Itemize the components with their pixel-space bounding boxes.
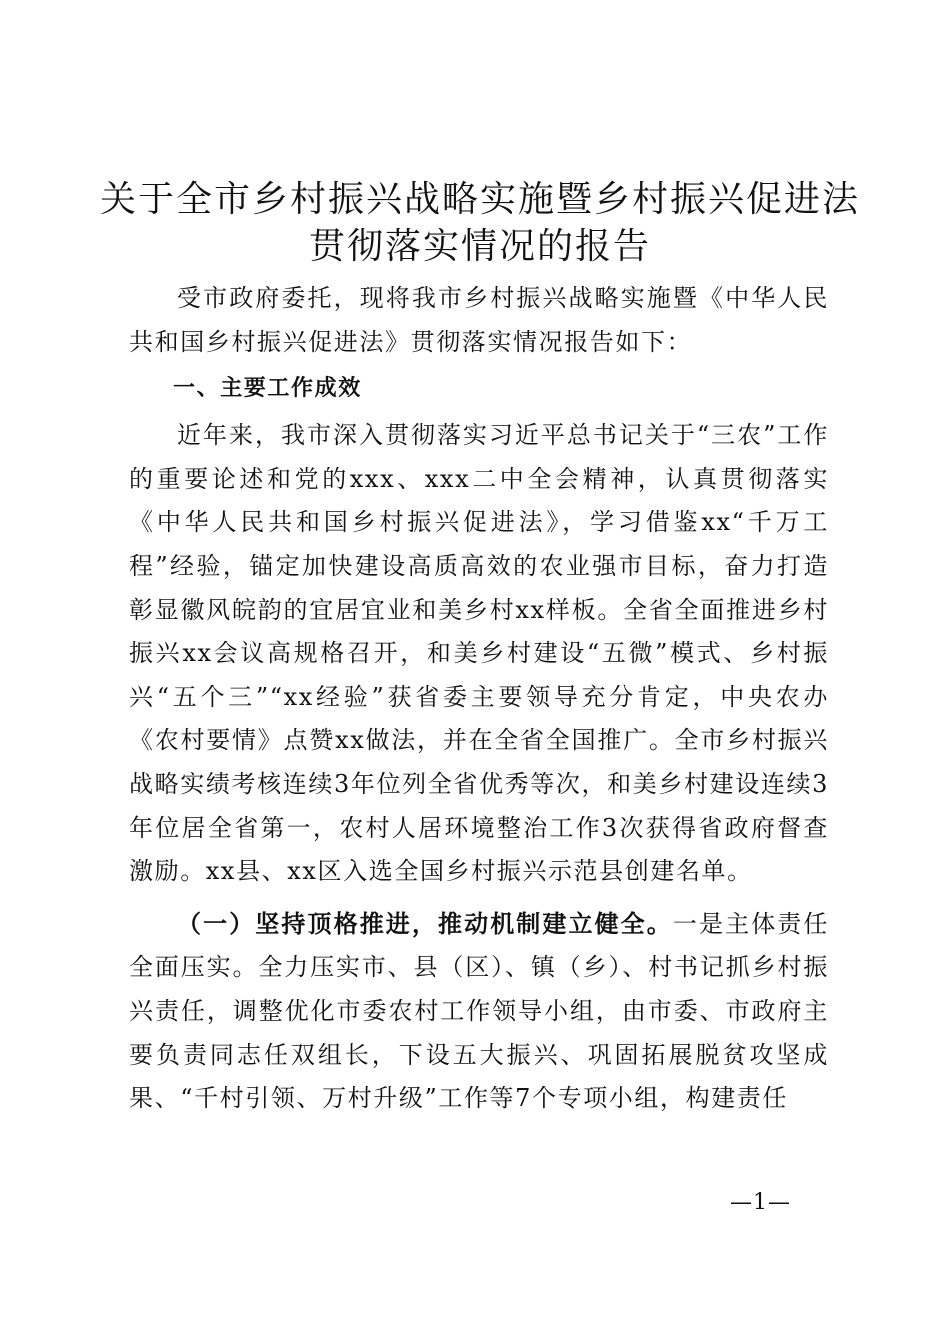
section-heading-1: 一、主要工作成效 (173, 376, 362, 402)
intro-paragraph: 受市政府委托，现将我市乡村振兴战略实施暨《中华人民共和国乡村振兴促进法》贯彻落实情况报告如下： (129, 284, 829, 356)
subsection1-heading: （一）坚持顶格推进，推动机制建立健全。 (177, 908, 673, 938)
section1-paragraph: 近年来，我市深入贯彻落实习近平总书记关于“三农”工作的重要论述和党的xxx、xxx二中全会精神，认真贯彻落实《中华人民共和国乡村振兴促进法》，学习借鉴xx“千万工程”经验，锚定加快建设高质高效的农业强市目标，奋力打造彰显徽风皖韵的宜居宜业和美乡村xx样板。全省全面推进乡村振兴xx会议高规格召开，和美乡村建设“五微”模式、乡村振兴“五个三”“xx经验”获省委主要领导充分肯定，中央农办《农村要情》点赞xx做法，并在全省全国推广。全市乡村振兴战略实绩考核连续3年位列全省优秀等次，和美乡村建设连续3年位居全省第一，农村人居环境整治工作3次获得省政府督查激励。xx县、xx区入选全国乡村振兴示范县创建名单。 (129, 421, 829, 886)
document-body (129, 277, 829, 1121)
subsection1-text: 一是主体责任全面压实。全力压实市、县（区）、镇（乡）、村书记抓乡村振兴责任，调整优化市委农村工作领导小组，由市委、市政府主要负责同志任双组长，下设五大振兴、巩固拓展脱贫攻坚成果、“千村引领、万村升级”工作等7个专项小组，构建责任 (129, 909, 829, 1113)
page-number: —1— (730, 1190, 791, 1215)
document-title-line1: 关于全市乡村振兴战略实施暨乡村振兴促进法 (100, 179, 861, 220)
document-title-line2: 贯彻落实情况的报告 (308, 226, 651, 267)
subsection1-paragraph (129, 902, 829, 1121)
